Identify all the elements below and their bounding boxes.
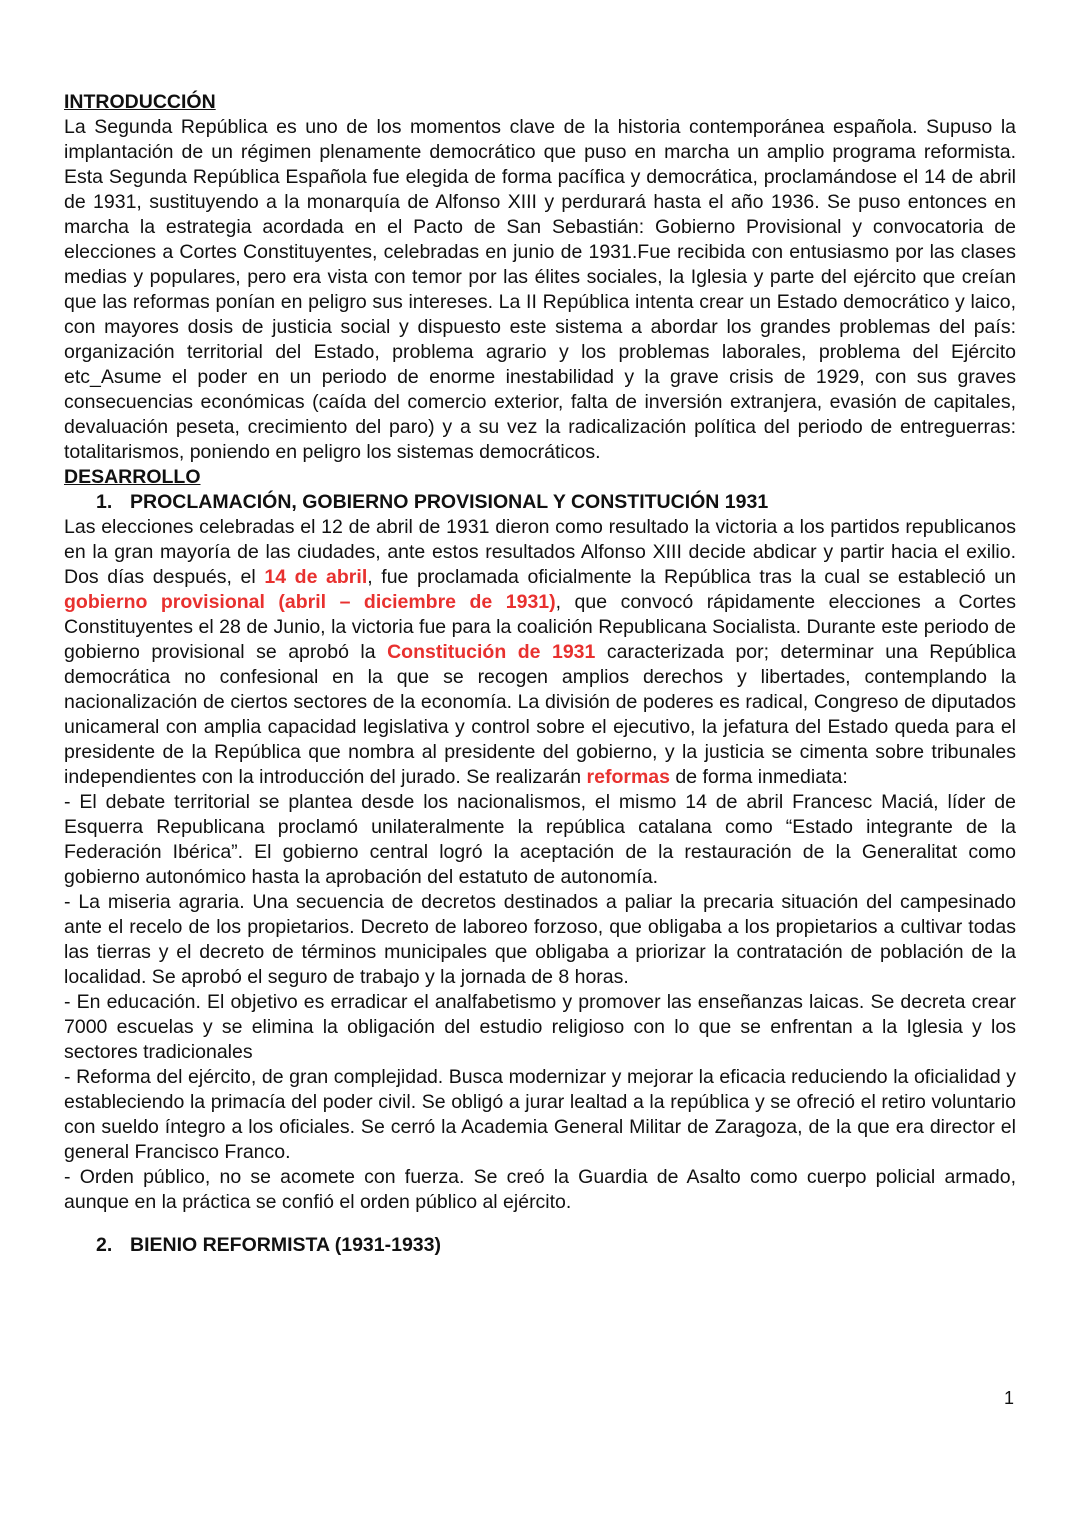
reform-ejercito: - Reforma del ejército, de gran complejidad. Busca modernizar y mejorar la eficacia reduciendo la oficialidad y estableciendo la primacía del poder civil. Se obligó a jurar lealtad a la república y se ofreció el retiro voluntario con sueldo íntegro a los oficiales. Se cerró la Academia General Militar de Zaragoza, de la que era director el general Francisco Franco.	[64, 1066, 1016, 1163]
section-1-title-text: PROCLAMACIÓN, GOBIERNO PROVISIONAL Y CONSTITUCIÓN 1931	[130, 491, 769, 513]
paragraph-text: , que convocó rápidamente elecciones a Cortes Constituyentes el 28 de Junio, la victoria fue para la coalición Republicana Socialista. Durante este periodo de gobierno provisional se aprobó la	[64, 591, 1016, 663]
page-number: 1	[1003, 1388, 1014, 1408]
paragraph-text: , fue proclamada oficialmente la República tras la cual se estableció un	[367, 566, 1016, 588]
desarrollo-heading: DESARROLLO	[64, 466, 201, 488]
introduction-heading: INTRODUCCIÓN	[64, 91, 216, 113]
introduction-paragraph: La Segunda República es uno de los momentos clave de la historia contemporánea española. Supuso la implantación de un régimen plenamente democrático que puso en marcha un amplio programa reformista. Esta Segunda República Española fue elegida de forma pacífica y democrática, proclamándose el 14 de abril de 1931, sustituyendo a la monarquía de Alfonso XIII y perdurará hasta el año 1936. Se puso entonces en marcha la estrategia acordada en el Pacto de San Sebastián: Gobierno Provisional y convocatoria de elecciones a Cortes Constituyentes, celebradas en junio de 1931.Fue recibida con entusiasmo por las clases medias y populares, pero era vista con temor por las élites sociales, la Iglesia y parte del ejército que creían que las reformas ponían en peligro sus intereses. La II República intenta crear un Estado democrático y laico, con mayores dosis de justicia social y dispuesto este sistema a abordar los grandes problemas del país: organización territorial del Estado, problema agrario y los problemas laborales, problema del Ejército etc_Asume el poder en un periodo de enorme inestabilidad y la grave crisis de 1929, con sus graves consecuencias económicas (caída del comercio exterior, falta de inversión extranjera, evasión de capitales, devaluación peseta, crecimiento del paro) y a su vez la radicalización política del periodo de entreguerras: totalitarismos, poniendo en peligro los sistemas democráticos.	[64, 116, 1016, 463]
paragraph-text: caracterizada por; determinar una República democrática no confesional en la que se recogen amplios derechos y libertades, contemplando la nacionalización de ciertos sectores de la economía. La división de poderes es radical, Congreso de diputados unicameral con amplia capacidad legislativa y control sobre el ejecutivo, la jefatura del Estado queda para el presidente de la República que nombra al presidente del gobierno, y la justicia se cimenta sobre tribunales independientes con la introducción del jurado. Se realizarán	[64, 641, 1016, 788]
reform-territorial: - El debate territorial se plantea desde los nacionalismos, el mismo 14 de abril Francesc Maciá, líder de Esquerra Republicana proclamó unilateralmente la república catalana como “Estado integrante de la Federación Ibérica”. El gobierno central logró la aceptación de la restauración de la Generalitat como gobierno autonómico hasta la aprobación del estatuto de autonomía.	[64, 791, 1016, 888]
section-2-number: 2.	[96, 1234, 113, 1256]
highlight-gobierno-provisional: gobierno provisional (abril – diciembre de 1931)	[64, 591, 556, 613]
section-2-title-text: BIENIO REFORMISTA (1931-1933)	[130, 1234, 441, 1256]
section-1-title	[64, 490, 1016, 515]
highlight-constitucion-1931: Constitución de 1931	[387, 641, 596, 663]
paragraph-text: Las elecciones celebradas el 12 de abril de 1931 dieron como resultado la victoria a los partidos republicanos en la gran mayoría de las ciudades, ante estos resultados Alfonso XIII decide abdicar y partir hacia el exilio. Dos días después, el	[64, 516, 1016, 588]
reform-agraria: - La miseria agraria. Una secuencia de decretos destinados a paliar la precaria situación del campesinado ante el recelo de los propietarios. Decreto de laboreo forzoso, que obligaba a los propietarios a cultivar todas las tierras y el decreto de términos municipales que obligaba a priorizar la contratación de población de la localidad. Se aprobó el seguro de trabajo y la jornada de 8 horas.	[64, 891, 1016, 988]
paragraph-text: de forma inmediata:	[669, 766, 848, 788]
section-2-title	[64, 1233, 1016, 1258]
document-page	[64, 90, 1016, 1258]
section-1-paragraph	[64, 515, 1016, 790]
highlight-14-abril: 14 de abril	[264, 566, 368, 588]
highlight-reformas: reformas	[586, 766, 670, 788]
section-1-number: 1.	[96, 491, 113, 513]
reform-orden-publico: - Orden público, no se acomete con fuerza. Se creó la Guardia de Asalto como cuerpo policial armado, aunque en la práctica se confió el orden público al ejército.	[64, 1166, 1016, 1213]
spacer	[64, 1215, 1016, 1233]
reform-educacion: - En educación. El objetivo es erradicar el analfabetismo y promover las enseñanzas laicas. Se decreta crear 7000 escuelas y se elimina la obligación del estudio religioso con lo que se enfrentan a la Iglesia y los sectores tradicionales	[64, 991, 1016, 1063]
